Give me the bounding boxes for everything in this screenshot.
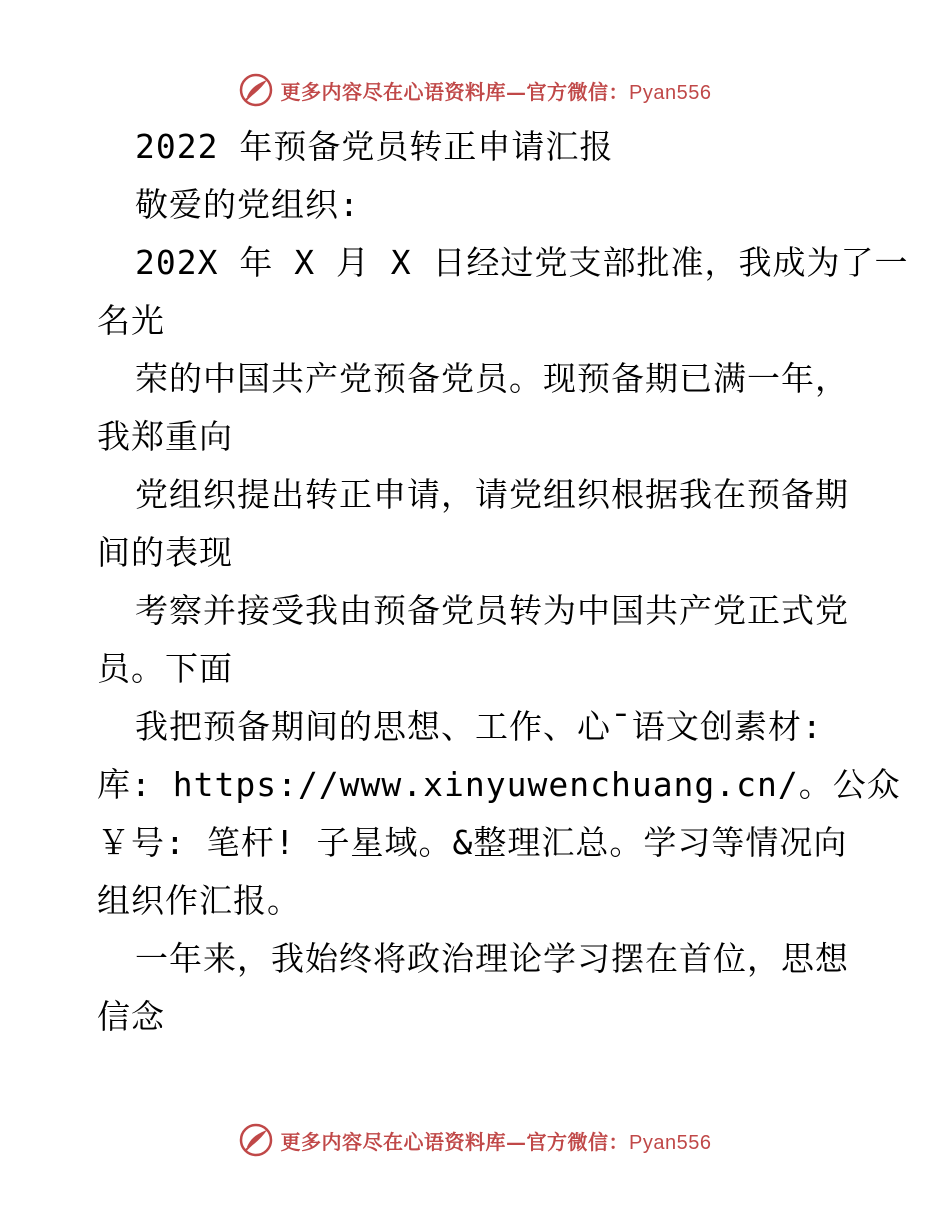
watermark-contact: Pyan556 xyxy=(629,1131,712,1154)
document-title: 2022 年预备党员转正申请汇报 xyxy=(135,127,614,166)
body-line: 间的表现 xyxy=(97,533,233,572)
body-line: 我把预备期间的思想、工作、心¯语文创素材: xyxy=(135,707,823,746)
watermark-contact: Pyan556 xyxy=(629,81,712,104)
document-body xyxy=(97,118,909,1046)
body-line: 组织作汇报。 xyxy=(97,881,301,920)
header-watermark xyxy=(0,70,950,110)
body-line: 党组织提出转正申请，请党组织根据我在预备期 xyxy=(135,475,849,514)
body-line: 库: https://www.xinyuwenchuang.cn/。公众 xyxy=(97,765,901,804)
body-line: 考察并接受我由预备党员转为中国共产党正式党 xyxy=(135,591,849,630)
body-line: 信念 xyxy=(97,997,165,1036)
body-line: 202X 年 X 月 X 日经过党支部批准，我成为了一 xyxy=(135,243,909,282)
quill-logo-icon xyxy=(239,73,273,107)
body-line: 名光 xyxy=(97,301,165,340)
body-line: 荣的中国共产党预备党员。现预备期已满一年， xyxy=(135,359,849,398)
body-line: 一年来，我始终将政治理论学习摆在首位，思想 xyxy=(135,939,849,978)
quill-logo-icon xyxy=(239,1123,273,1157)
body-line: 员。下面 xyxy=(97,649,233,688)
footer-watermark xyxy=(0,1120,950,1160)
body-line: ￥号: 笔杆! 子星域。&整理汇总。学习等情况向 xyxy=(97,823,848,862)
body-line: 我郑重向 xyxy=(97,417,233,456)
watermark-text: 更多内容尽在心语资料库—官方微信：Pyan556 xyxy=(280,79,712,104)
salutation: 敬爱的党组织: xyxy=(135,185,360,224)
watermark-text: 更多内容尽在心语资料库—官方微信：Pyan556 xyxy=(280,1129,712,1154)
